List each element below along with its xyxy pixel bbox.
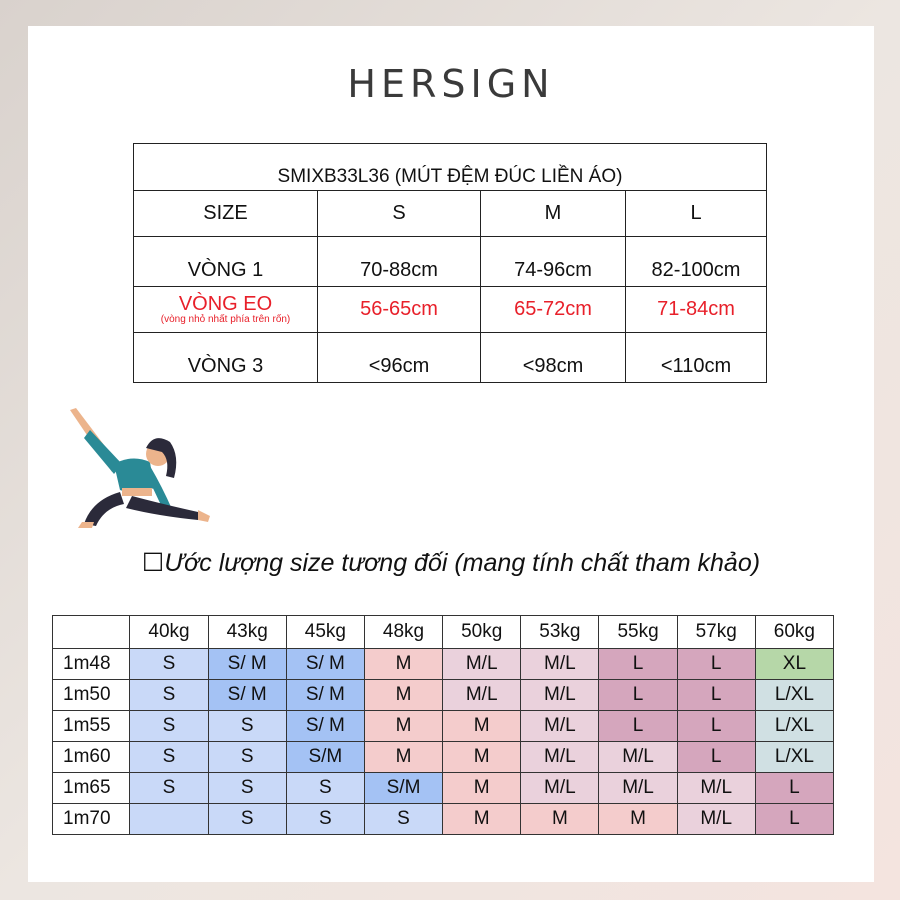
size-cell: S: [286, 773, 364, 804]
vongeo-s: 56-65cm: [318, 287, 481, 333]
size-guide-card: [28, 26, 874, 882]
size-cell: M: [599, 804, 677, 835]
size-cell: M: [364, 680, 442, 711]
size-cell: S: [208, 711, 286, 742]
size-cell: S/ M: [286, 649, 364, 680]
height-label: 1m55: [53, 711, 130, 742]
table-row: [53, 711, 834, 742]
size-cell: M/L: [521, 742, 599, 773]
size-cell: S: [130, 649, 208, 680]
size-cell: S/ M: [286, 680, 364, 711]
corner-cell: [53, 616, 130, 649]
vong1-s: 70-88cm: [318, 237, 481, 287]
size-cell: M: [443, 804, 521, 835]
size-cell: S/ M: [286, 711, 364, 742]
size-cell: M/L: [443, 649, 521, 680]
size-cell: M: [364, 649, 442, 680]
size-cell: L/XL: [755, 680, 833, 711]
weight-header-0: 40kg: [130, 616, 208, 649]
size-cell: M/L: [521, 680, 599, 711]
size-cell: S/ M: [208, 649, 286, 680]
size-cell: S: [130, 742, 208, 773]
size-cell: L/XL: [755, 711, 833, 742]
size-cell: L: [599, 711, 677, 742]
size-cell: M/L: [677, 804, 755, 835]
vong3-s: <96cm: [318, 333, 481, 383]
size-cell: M: [521, 804, 599, 835]
size-cell: M: [443, 773, 521, 804]
vong1-m: 74-96cm: [481, 237, 626, 287]
size-cell: L/XL: [755, 742, 833, 773]
table-row: [53, 773, 834, 804]
size-cell: M: [364, 711, 442, 742]
height-label: 1m70: [53, 804, 130, 835]
estimate-subtitle-text: Ước lượng size tương đối (mang tính chất tham khảo): [164, 549, 761, 577]
vong1-l: 82-100cm: [626, 237, 767, 287]
vongeo-l: 71-84cm: [626, 287, 767, 333]
size-cell: L: [599, 649, 677, 680]
size-cell: M: [443, 742, 521, 773]
size-cell: L: [755, 804, 833, 835]
size-cell: L: [677, 649, 755, 680]
row-label-vong1: VÒNG 1: [134, 237, 318, 287]
size-cell: L: [755, 773, 833, 804]
size-table: [133, 143, 767, 383]
height-label: 1m50: [53, 680, 130, 711]
vongeo-label: VÒNG EO: [178, 292, 273, 315]
row-label-vong3: VÒNG 3: [134, 333, 318, 383]
table-row: [53, 680, 834, 711]
size-cell: S: [208, 804, 286, 835]
row-label-vongeo: [134, 287, 318, 333]
size-cell: S/ M: [208, 680, 286, 711]
checkbox-glyph-icon: ☐: [141, 549, 165, 577]
size-cell: XL: [755, 649, 833, 680]
size-cell: S: [130, 711, 208, 742]
vongeo-m: 65-72cm: [481, 287, 626, 333]
size-cell: [130, 804, 208, 835]
weight-header-6: 55kg: [599, 616, 677, 649]
size-cell: M/L: [677, 773, 755, 804]
table-row: [53, 742, 834, 773]
weight-header-7: 57kg: [677, 616, 755, 649]
size-header-s: S: [318, 191, 481, 237]
vong3-l: <110cm: [626, 333, 767, 383]
size-cell: S: [130, 680, 208, 711]
vongeo-note: (vòng nhỏ nhất phía trên rốn): [160, 313, 291, 325]
size-cell: M/L: [599, 742, 677, 773]
weight-header-row: [53, 616, 834, 649]
height-label: 1m65: [53, 773, 130, 804]
size-cell: L: [677, 680, 755, 711]
weight-header-2: 45kg: [286, 616, 364, 649]
vong3-m: <98cm: [481, 333, 626, 383]
brand-logo: HERSIGN: [347, 62, 555, 106]
size-cell: S: [286, 804, 364, 835]
size-table-title: SMIXB33L36 (MÚT ĐỆM ĐÚC LIỀN ÁO): [134, 144, 767, 191]
estimate-subtitle: [28, 548, 874, 578]
size-cell: M/L: [443, 680, 521, 711]
size-cell: S: [208, 742, 286, 773]
weight-header-8: 60kg: [755, 616, 833, 649]
size-cell: S: [364, 804, 442, 835]
size-cell: M/L: [599, 773, 677, 804]
table-row: [53, 804, 834, 835]
weight-header-1: 43kg: [208, 616, 286, 649]
size-cell: L: [677, 711, 755, 742]
yoga-woman-icon: [62, 404, 212, 530]
weight-header-5: 53kg: [521, 616, 599, 649]
height-label: 1m60: [53, 742, 130, 773]
size-header-m: M: [481, 191, 626, 237]
size-cell: S: [208, 773, 286, 804]
size-header-l: L: [626, 191, 767, 237]
weight-header-3: 48kg: [364, 616, 442, 649]
size-cell: S/M: [364, 773, 442, 804]
size-cell: S/M: [286, 742, 364, 773]
size-header-label: SIZE: [134, 191, 318, 237]
size-cell: L: [677, 742, 755, 773]
estimate-table: [52, 615, 834, 835]
size-cell: M/L: [521, 711, 599, 742]
size-cell: M: [443, 711, 521, 742]
size-cell: L: [599, 680, 677, 711]
height-label: 1m48: [53, 649, 130, 680]
size-cell: M/L: [521, 773, 599, 804]
size-cell: M: [364, 742, 442, 773]
size-cell: S: [130, 773, 208, 804]
weight-header-4: 50kg: [443, 616, 521, 649]
table-row: [53, 649, 834, 680]
size-cell: M/L: [521, 649, 599, 680]
